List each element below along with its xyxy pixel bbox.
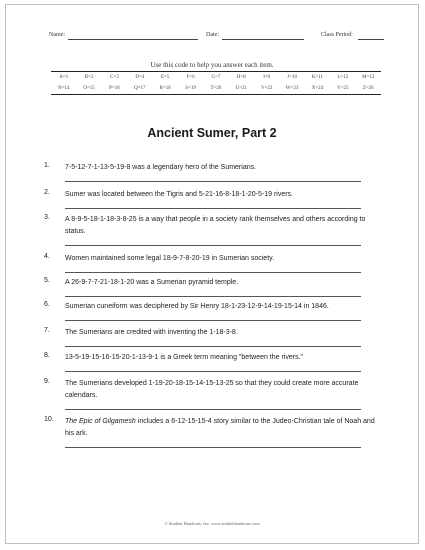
answer-line[interactable]: [65, 371, 361, 372]
code-cell: A=1: [59, 75, 69, 80]
answer-line[interactable]: [65, 245, 361, 246]
question-text: [65, 301, 381, 313]
code-cell: W=23: [285, 86, 299, 91]
question-text: [65, 327, 381, 339]
question-number: 10.: [44, 416, 54, 423]
code-cell: M=13: [362, 75, 375, 80]
question-text: [65, 189, 381, 201]
question-text: [65, 416, 381, 440]
question-text: [65, 352, 381, 364]
answer-line[interactable]: [65, 208, 361, 209]
question-number: 4.: [44, 253, 50, 260]
question-text-main: A 8-9-5-18-1-18-3-8-25 is a way that people in a society rank themselves and others according to status.: [65, 216, 366, 235]
code-cell: Y=25: [337, 86, 349, 91]
question-number: 8.: [44, 352, 50, 359]
class-period-line: [358, 39, 384, 40]
question-number: 7.: [44, 327, 50, 334]
code-table: [51, 71, 381, 95]
class-period-label: Class Period:: [321, 32, 353, 38]
question-text-rest: includes a 6-12-15-15-4 story similar to the Judeo-Christian tale of Noah and his ark.: [65, 418, 375, 437]
code-cell: C=3: [110, 75, 119, 80]
question-text: [65, 277, 381, 289]
code-cell: X=24: [311, 86, 324, 91]
code-instruction: Use this code to help you answer each item.: [150, 61, 274, 69]
name-line: [68, 39, 198, 40]
code-cell: U=21: [235, 86, 248, 91]
answer-line[interactable]: [65, 181, 361, 182]
code-cell: F=6: [186, 75, 195, 80]
date-label: Date:: [206, 32, 219, 38]
answer-line[interactable]: [65, 346, 361, 347]
question-number: 6.: [44, 301, 50, 308]
question-text-main: 13-5-19-15-16-15-20-1-13-9-1 is a Greek term meaning "between the rivers.": [65, 354, 304, 361]
question-text-main: 7-5-12-7-1-13-5-19-8 was a legendary hero of the Sumerians.: [65, 164, 257, 171]
code-cell: O=15: [83, 86, 95, 91]
code-cell: D=4: [135, 75, 145, 80]
page-title: Ancient Sumer, Part 2: [147, 126, 277, 140]
question-number: 1.: [44, 162, 50, 169]
question-text-main: The Sumerians are credited with inventing the 1-18-3-8.: [65, 329, 238, 336]
code-row: [51, 83, 381, 95]
code-cell: V=22: [260, 86, 273, 91]
code-cell: R=18: [159, 86, 171, 91]
code-cell: I=9: [263, 75, 271, 80]
question-text-main: Sumer was located between the Tigris and 5-21-16-8-18-1-20-5-19 rivers.: [65, 191, 294, 198]
code-cell: S=19: [185, 86, 196, 91]
answer-line[interactable]: [65, 296, 361, 297]
code-row: [51, 72, 381, 84]
question-number: 3.: [44, 214, 50, 221]
question-number: 2.: [44, 189, 50, 196]
question-text: [65, 162, 381, 174]
worksheet-page: [5, 4, 419, 544]
question-text: [65, 214, 381, 238]
code-cell: B=2: [84, 75, 94, 80]
code-cell: Q=17: [134, 86, 146, 91]
code-cell: L=12: [337, 75, 349, 80]
answer-line[interactable]: [65, 272, 361, 273]
code-cell: K=11: [311, 75, 324, 80]
code-cell: P=16: [109, 86, 120, 91]
code-cell: Z=26: [362, 86, 374, 91]
question-text-main: The Sumerians developed 1-19-20-18-15-14-15-13-25 so that they could create more accurate calendars.: [65, 380, 359, 399]
code-cell: H=8: [236, 75, 246, 80]
question-text: [65, 378, 381, 402]
code-cell: J=10: [287, 75, 297, 80]
question-text-main: Women maintained some legal 18-9-7-8-20-19 in Sumerian society.: [65, 255, 275, 262]
question-number: 9.: [44, 378, 50, 385]
footer-copyright: © Student Handouts, Inc. www.studenthandouts.com: [164, 521, 260, 526]
code-cell: G=7: [211, 75, 221, 80]
question-number: 5.: [44, 277, 50, 284]
code-cell: T=20: [210, 86, 222, 91]
code-cell: N=14: [57, 86, 70, 91]
question-text-main: Sumerian cuneiform was deciphered by Sir Henry 18-1-23-12-9-14-19-15-14 in 1846.: [65, 303, 329, 310]
question-text-title: The Epic of Gilgamesh: [65, 418, 136, 425]
answer-line[interactable]: [65, 320, 361, 321]
name-label: Name:: [49, 32, 65, 38]
code-cell: E=5: [161, 75, 170, 80]
question-text: [65, 253, 381, 265]
answer-line[interactable]: [65, 409, 361, 410]
answer-line[interactable]: [65, 447, 361, 448]
date-line: [222, 39, 304, 40]
question-text-main: A 26-9-7-7-21-18-1-20 was a Sumerian pyramid temple.: [65, 279, 239, 286]
